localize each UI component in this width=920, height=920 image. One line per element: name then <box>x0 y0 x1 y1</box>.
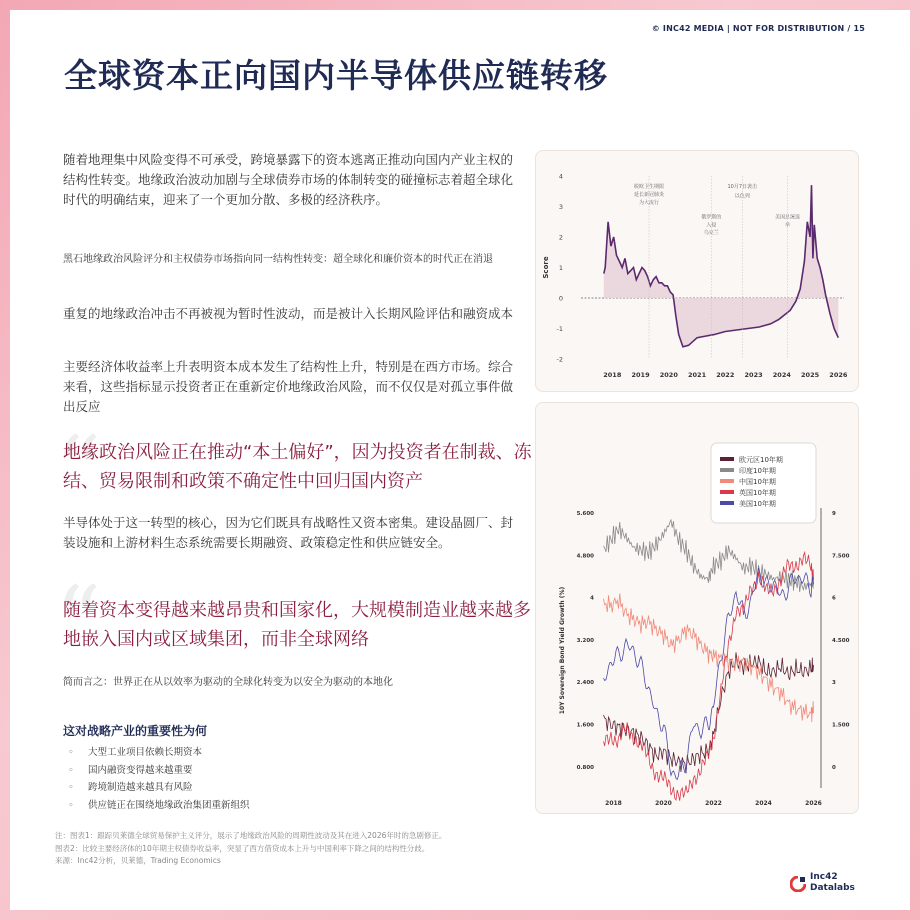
right-tick-label: 3 <box>832 680 836 687</box>
chart1-caption: 黑石地缘政治风险评分和主权债券市场指向同一结构性转变：超全球化和廉价资本的时代正在消退 <box>63 254 493 265</box>
x-tick-label: 2025 <box>801 371 820 379</box>
annotation-text: 俄罗斯的 <box>701 214 722 221</box>
y-tick-label: 4 <box>558 172 563 181</box>
pull-quote-2: 随着资本变得越来越昂贵和国家化，大规模制造业越来越多地嵌入国内或区域集团，而非全球网络 <box>63 600 531 650</box>
left-tick-label: 2.400 <box>576 680 594 687</box>
x-tick-label: 2019 <box>631 371 650 379</box>
paragraph-semiconductors: 半导体处于这一转型的核心，因为它们既具有战略性又资本密集。建设晶圆厂、封装设施和上游材料生态系统需要长期融资、政策稳定性和供应链安全。 <box>63 515 514 550</box>
y-tick-label: 3 <box>558 203 563 211</box>
annotation-text: 美国总统选 <box>774 214 800 221</box>
y-tick-label: 2 <box>558 233 563 242</box>
legend-label: 美国10年期 <box>739 500 776 508</box>
section-heading: 这对战略产业的重要性为何 <box>63 724 208 738</box>
list-item: ◦ 大型工业项目依赖长期资本 <box>68 744 250 762</box>
footnote-chart2: 图表2：比较主要经济体的10年期主权债券收益率，突显了西方借贷成本上升与中国利率下降之间的结构性分歧。 <box>55 843 430 853</box>
annotation-text: 脱欧卫生期限 <box>634 184 665 191</box>
x-tick-label: 2022 <box>716 371 735 379</box>
x-tick-label: 2022 <box>705 800 722 807</box>
left-tick-label: 0.800 <box>576 764 594 771</box>
left-tick-label: 4.800 <box>576 553 594 560</box>
list-item: ◦ 国内融资变得越来越重要 <box>68 762 250 780</box>
right-tick-label: 4.500 <box>832 637 850 644</box>
legend-label: 中国10年期 <box>739 478 776 486</box>
paragraph-yields: 主要经济体收益率上升表明资本成本发生了结构性上升，特别是在西方市场。综合来看，这些指标显示投资者正在重新定价地缘政治风险，而不仅仅是对孤立事件做出反应 <box>63 359 514 414</box>
legend-label: 印度10年期 <box>739 467 776 475</box>
x-tick-label: 2018 <box>605 800 622 807</box>
x-tick-label: 2023 <box>744 371 763 379</box>
left-tick-label: 5.600 <box>576 511 594 517</box>
right-tick-label: 0 <box>832 764 836 771</box>
x-tick-label: 2020 <box>655 800 672 807</box>
logo-text-datalabs: Datalabs <box>810 883 855 893</box>
annotation-text: 10月7日袭击 <box>727 184 758 191</box>
risk-score-chart <box>536 151 858 391</box>
footnote-chart1: 注：图表1：跟踪贝莱德全球贸易保护主义评分，展示了地缘政治风险的周期性波动及其在进入2026年时的急剧修正。 <box>55 831 447 840</box>
x-tick-label: 2026 <box>829 371 848 379</box>
right-tick-label: 7.500 <box>832 553 850 560</box>
event-annotation <box>634 183 665 206</box>
chart2-card <box>535 402 859 814</box>
list-item: ◦ 跨境制造越来越具有风险 <box>68 779 250 797</box>
left-tick-label: 3.200 <box>576 637 594 644</box>
intro-paragraph: 随着地理集中风险变得不可承受，跨境暴露下的资本逃离正推动向国内产业主权的结构性转变。地缘政治波动加剧与全球债券市场的体制转变的碰撞标志着超全球化时代的明确结束，迎来了一个更加分散、多极的经济秩序。 <box>63 152 514 207</box>
annotation-text: 乌克兰 <box>703 229 719 236</box>
legend-label: 英国10年期 <box>739 489 776 497</box>
chart1-card <box>535 150 859 392</box>
y-tick-label: 1 <box>558 264 563 272</box>
bullet-list <box>68 744 250 814</box>
annotation-text: 延长新冠肺炎 <box>634 192 665 199</box>
annotation-text: 入侵 <box>706 222 717 229</box>
right-tick-label: 9 <box>832 511 836 517</box>
series-line <box>604 568 814 780</box>
logo-text-inc42: Inc42 <box>810 872 838 882</box>
left-tick-label: 1.600 <box>576 722 594 729</box>
page-title: 全球资本正向国内半导体供应链转移 <box>64 56 608 95</box>
x-tick-label: 2024 <box>772 371 791 379</box>
footnote-source: 来源：Inc42分析，贝莱德，Trading Economics <box>55 856 221 865</box>
paragraph-shocks: 重复的地缘政治冲击不再被视为暂时性波动，而是被计入长期风险评估和融资成本 <box>63 306 514 321</box>
x-tick-label: 2026 <box>805 800 822 807</box>
bond-yield-chart <box>536 403 858 813</box>
series-line <box>604 652 814 773</box>
legend-label: 欧元区10年期 <box>739 456 783 464</box>
summary-line: 简而言之：世界正在从以效率为驱动的全球化转变为以安全为驱动的本地化 <box>63 677 393 688</box>
y-axis-title: Score <box>542 256 550 279</box>
x-tick-label: 2021 <box>688 371 707 379</box>
report-page <box>10 10 910 910</box>
annotation-text: 为大流行 <box>639 200 660 207</box>
annotation-text: 以色列 <box>734 193 750 200</box>
quote-mark-icon: “ <box>55 417 102 522</box>
left-tick-label: 4 <box>590 595 594 602</box>
right-tick-label: 1.500 <box>832 722 850 729</box>
y-tick-label: 0 <box>558 294 563 303</box>
quote-mark-icon: “ <box>55 567 102 672</box>
footnotes <box>55 830 446 868</box>
y-tick-label: -1 <box>556 325 563 333</box>
x-tick-label: 2018 <box>603 371 622 379</box>
logo-mark-icon <box>790 876 806 892</box>
y-axis-title: 10Y Sovereign Bond Yield Growth (%) <box>559 586 566 715</box>
list-item: ◦ 供应链正在围绕地缘政治集团重新组织 <box>68 797 250 815</box>
annotation-text: 举 <box>784 222 790 229</box>
x-tick-label: 2024 <box>755 800 772 807</box>
pull-quote-1: 地缘政治风险正在推动“本土偏好”，因为投资者在制裁、冻结、贸易限制和政策不确定性中回归国内资产 <box>63 442 532 492</box>
y-tick-label: -2 <box>556 355 563 364</box>
right-tick-label: 6 <box>832 595 836 602</box>
x-tick-label: 2020 <box>659 371 678 379</box>
page-header-meta: © INC42 MEDIA | NOT FOR DISTRIBUTION / 15 <box>651 24 865 33</box>
